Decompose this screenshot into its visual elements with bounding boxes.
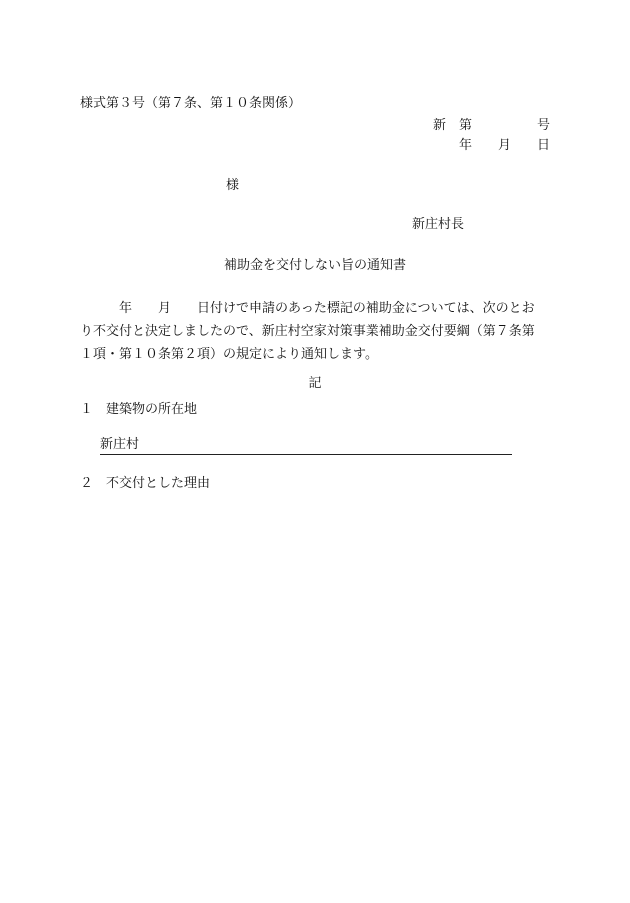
item-reason-heading: ２ 不交付とした理由	[80, 476, 211, 491]
body-line: １項・第１０条第２項）の規定により通知します。	[80, 347, 378, 362]
location-prefix: 新庄村	[100, 437, 140, 452]
body-line: 年 月 日付けで申請のあった標記の補助金については、次のとお	[80, 301, 535, 316]
document-number: 新 第 号	[432, 118, 550, 133]
body-line: り不交付と決定しましたので、新庄村空家対策事業補助金交付要綱（第７条第	[80, 324, 535, 339]
location-field	[100, 438, 512, 455]
item-location-heading: １ 建築物の所在地	[80, 402, 198, 417]
recipient-honorific: 様	[226, 178, 240, 193]
document-title: 補助金を交付しない旨の通知書	[223, 258, 406, 273]
sender-name: 新庄村長	[412, 217, 465, 232]
ki-heading: 記	[308, 376, 322, 391]
form-number: 様式第３号（第７条、第１０条関係）	[80, 96, 302, 111]
issue-date: 年 月 日	[458, 138, 550, 153]
body-paragraph	[80, 297, 552, 366]
